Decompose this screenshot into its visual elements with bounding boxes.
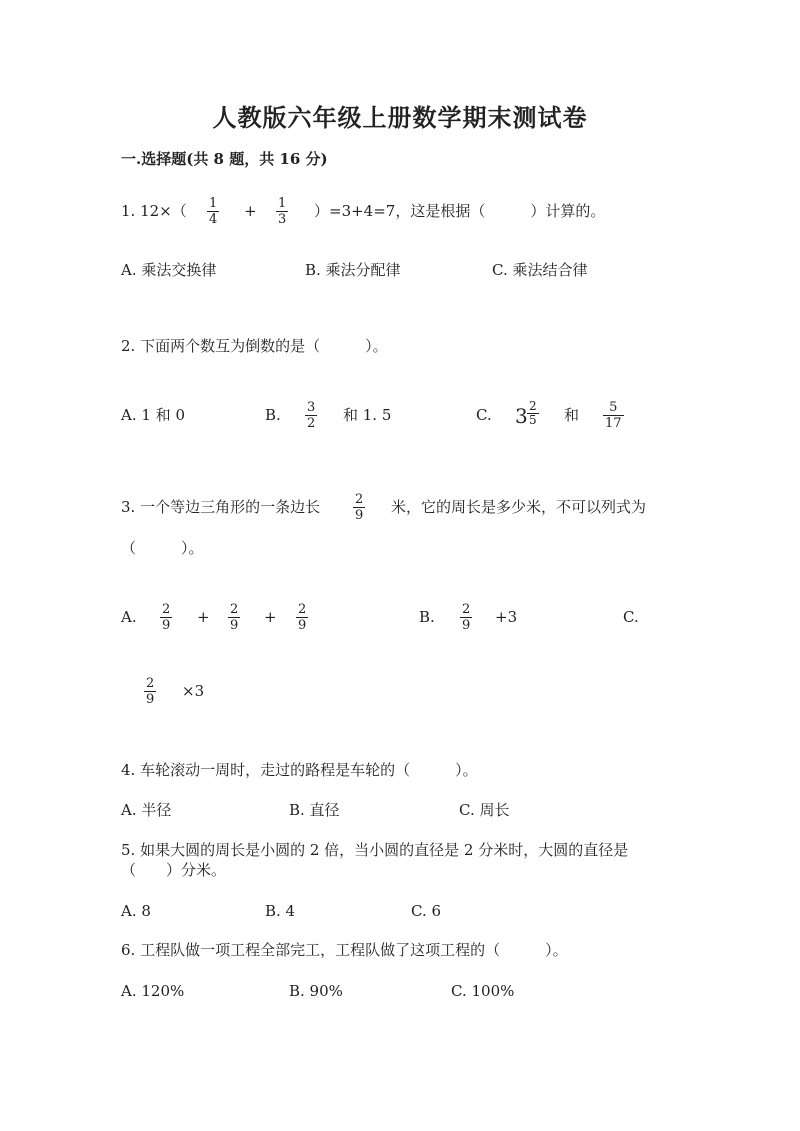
q1-f1-numerator: 1 xyxy=(209,196,218,211)
q2-option-a: A. 1 和 0 xyxy=(121,406,185,424)
q1-f2-denominator: 3 xyxy=(278,212,287,227)
q2-option-c-and: 和 xyxy=(564,406,580,424)
q3-option-c-rest: ×3 xyxy=(182,682,205,700)
q5-text-line-2: （ ）分米。 xyxy=(121,861,227,879)
q1-f1-denominator: 4 xyxy=(209,212,218,227)
q3-option-b-label: B. xyxy=(419,608,435,626)
q3-option-a-label: A. xyxy=(121,608,137,626)
q1-text-end: ）=3+4=7，这是根据（ ）计算的。 xyxy=(314,202,606,220)
q3-text-end: 米，它的周长是多少米，不可以列式为 xyxy=(391,498,647,516)
q3-option-a-plus-1: + xyxy=(197,608,210,626)
q5-option-a: A. 8 xyxy=(121,902,151,920)
q2-c2-numerator: 5 xyxy=(609,400,618,415)
q3-a3-denominator: 9 xyxy=(298,618,307,633)
q1-text-start: 1. 12×（ xyxy=(121,202,187,220)
q3-option-a-fraction-2 xyxy=(228,602,240,633)
q3-text-blank: （ ）。 xyxy=(121,539,204,557)
q2-option-b-rest: 和 1. 5 xyxy=(343,406,392,424)
q3-option-b-fraction xyxy=(460,602,472,633)
q2-b-numerator: 3 xyxy=(307,400,316,415)
q5-text-line-1: 5. 如果大圆的周长是小圆的 2 倍，当小圆的直径是 2 分米时，大圆的直径是 xyxy=(121,841,629,859)
q3-fraction xyxy=(353,492,365,523)
q3-text-start: 3. 一个等边三角形的一条边长 xyxy=(121,498,321,516)
q3-a1-denominator: 9 xyxy=(162,618,171,633)
q1-option-b: B. 乘法分配律 xyxy=(305,261,401,279)
q2-b-denominator: 2 xyxy=(307,416,316,431)
q3-a1-numerator: 2 xyxy=(162,602,171,617)
q6-text: 6. 工程队做一项工程全部完工，工程队做了这项工程的（ ）。 xyxy=(121,941,568,959)
q1-plus: + xyxy=(244,202,257,220)
section-heading: 一.选择题(共 8 题，共 16 分) xyxy=(121,150,328,168)
q3-option-a-plus-2: + xyxy=(264,608,277,626)
q6-option-a: A. 120% xyxy=(121,982,185,1000)
q4-option-c: C. 周长 xyxy=(459,801,510,819)
q6-option-b: B. 90% xyxy=(289,982,343,1000)
q3-c-denominator: 9 xyxy=(146,692,155,707)
page-title: 人教版六年级上册数学期末测试卷 xyxy=(212,103,588,132)
q3-b-numerator: 2 xyxy=(462,602,471,617)
q2-option-b-label: B. xyxy=(265,406,281,424)
q3-option-c-label: C. xyxy=(623,608,639,626)
q2-c-denominator: 5 xyxy=(529,413,537,427)
q3-denominator: 9 xyxy=(355,508,364,523)
q3-numerator: 2 xyxy=(355,492,364,507)
q6-option-c: C. 100% xyxy=(451,982,515,1000)
q4-option-b: B. 直径 xyxy=(289,801,340,819)
q3-option-a-fraction-1 xyxy=(160,602,172,633)
q5-option-c: C. 6 xyxy=(411,902,442,920)
q1-option-c: C. 乘法结合律 xyxy=(492,261,588,279)
q2-c-numerator: 2 xyxy=(529,399,537,413)
q3-option-b-rest: +3 xyxy=(495,608,518,626)
q5-option-b: B. 4 xyxy=(265,902,296,920)
q4-text: 4. 车轮滚动一周时，走过的路程是车轮的（ ）。 xyxy=(121,761,478,779)
q2-option-c-label: C. xyxy=(476,406,492,424)
q3-option-c-fraction xyxy=(144,676,156,707)
q4-option-a: A. 半径 xyxy=(121,801,172,819)
q2-option-c-whole: 3 xyxy=(515,404,528,428)
q3-a2-numerator: 2 xyxy=(230,602,239,617)
q2-option-b-fraction xyxy=(305,400,317,431)
q2-option-c-fraction xyxy=(527,400,539,427)
q3-option-a-fraction-3 xyxy=(296,602,308,633)
q3-b-denominator: 9 xyxy=(462,618,471,633)
q2-c2-denominator: 17 xyxy=(605,416,622,431)
q1-f2-numerator: 1 xyxy=(278,196,287,211)
q2-text: 2. 下面两个数互为倒数的是（ ）。 xyxy=(121,337,388,355)
q1-option-a: A. 乘法交换律 xyxy=(121,261,217,279)
q3-a3-numerator: 2 xyxy=(298,602,307,617)
q2-option-c-fraction-2 xyxy=(603,400,624,431)
q1-fraction-1 xyxy=(207,196,219,227)
q3-c-numerator: 2 xyxy=(146,676,155,691)
q3-a2-denominator: 9 xyxy=(230,618,239,633)
q1-fraction-2 xyxy=(276,196,288,227)
